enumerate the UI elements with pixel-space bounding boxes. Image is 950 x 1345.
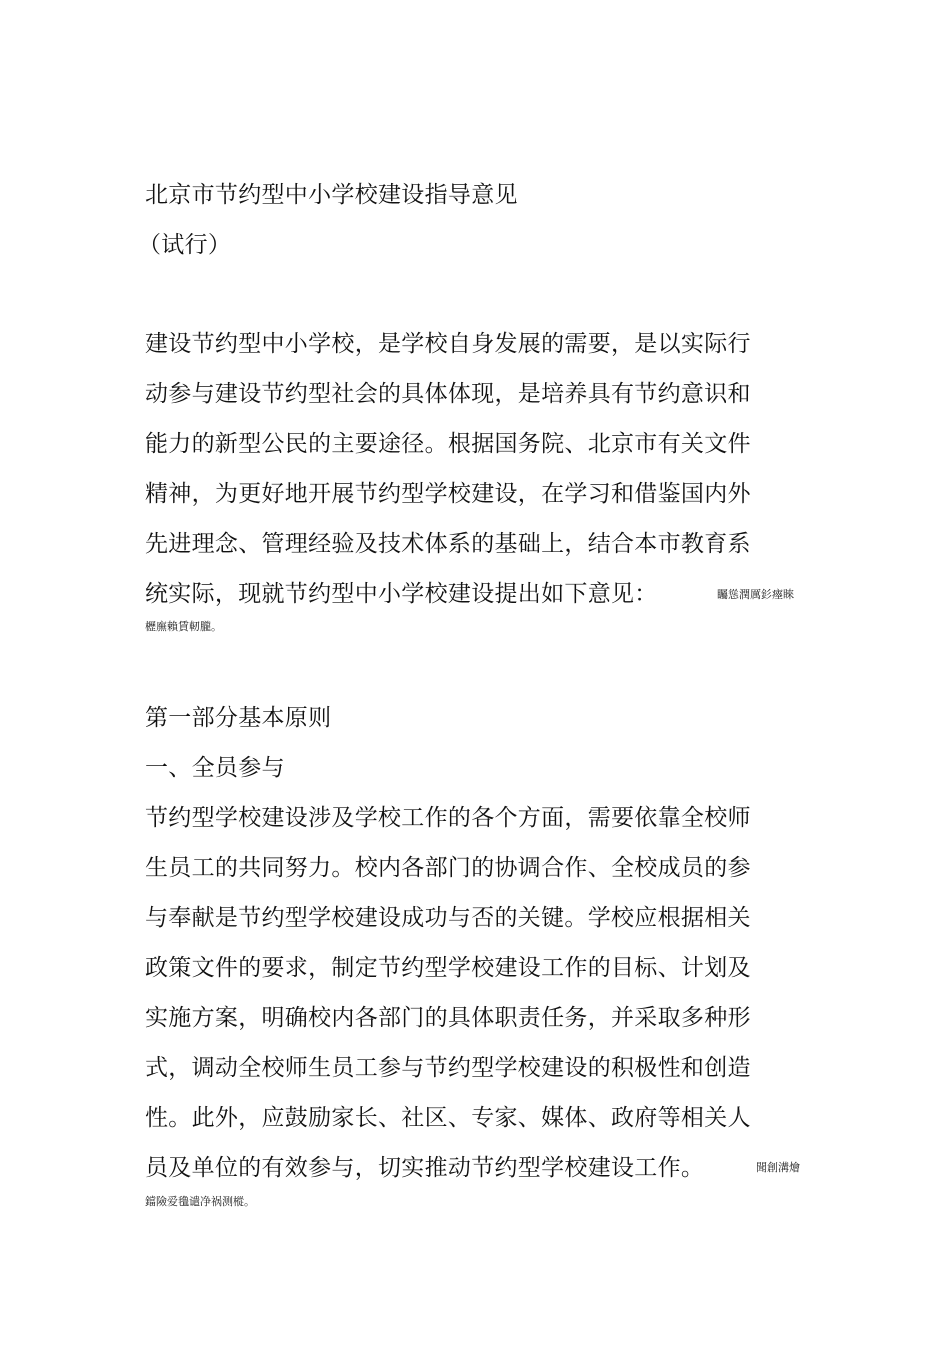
section-line: 式，调动全校师生员工参与节约型学校建设的积极性和创造 bbox=[145, 1055, 751, 1081]
section-one-heading: 一、全员参与 bbox=[145, 755, 285, 781]
garbled-text-below: 櫪廡賴賃軔朧。 bbox=[145, 620, 222, 633]
part-one-heading: 第一部分基本原则 bbox=[145, 705, 332, 731]
garbled-text-right: 聞創溝燴 bbox=[756, 1161, 800, 1174]
intro-line: 能力的新型公民的主要途径。根据国务院、北京市有关文件 bbox=[145, 431, 751, 457]
document-subtitle: （试行） bbox=[138, 232, 232, 258]
section-line: 节约型学校建设涉及学校工作的各个方面，需要依靠全校师 bbox=[145, 805, 751, 831]
intro-line: 精神，为更好地开展节约型学校建设，在学习和借鉴国内外 bbox=[145, 481, 751, 507]
section-line: 政策文件的要求，制定节约型学校建设工作的目标、计划及 bbox=[145, 955, 751, 981]
garbled-text-right: 矚慫潤厲釤瘞睞 bbox=[717, 588, 794, 601]
document-title: 北京市节约型中小学校建设指导意见 bbox=[145, 182, 518, 208]
section-line: 与奉献是节约型学校建设成功与否的关键。学校应根据相关 bbox=[145, 905, 751, 931]
intro-line: 先进理念、管理经验及技术体系的基础上，结合本市教育系 bbox=[145, 531, 751, 557]
section-line: 员及单位的有效参与，切实推动节约型学校建设工作。 bbox=[145, 1155, 705, 1181]
section-line: 实施方案，明确校内各部门的具体职责任务，并采取多种形 bbox=[145, 1005, 751, 1031]
intro-line: 动参与建设节约型社会的具体体现，是培养具有节约意识和 bbox=[145, 381, 751, 407]
intro-line: 统实际，现就节约型中小学校建设提出如下意见： bbox=[145, 581, 658, 607]
section-line: 性。此外，应鼓励家长、社区、专家、媒体、政府等相关人 bbox=[145, 1105, 751, 1131]
garbled-text-below: 鐺險爱氇谴净祸测樅。 bbox=[145, 1195, 255, 1208]
section-line: 生员工的共同努力。校内各部门的协调合作、全校成员的参 bbox=[145, 855, 751, 881]
intro-line: 建设节约型中小学校，是学校自身发展的需要，是以实际行 bbox=[145, 331, 751, 357]
